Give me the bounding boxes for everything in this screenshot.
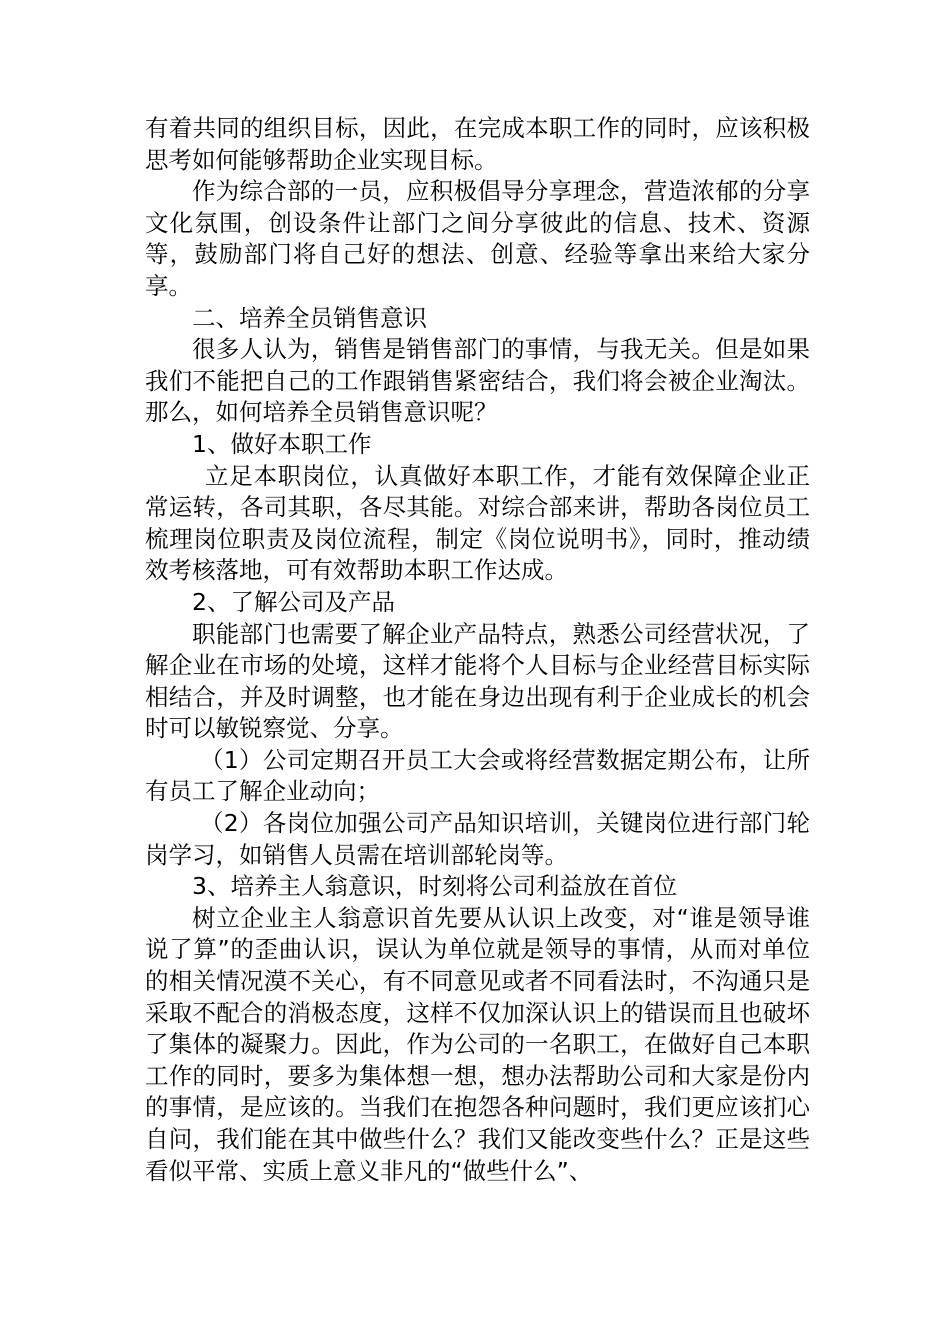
section-heading-2: 二、培养全员销售意识 — [192, 303, 427, 332]
paragraph-sharing: 作为综合部的一员，应积极倡导分享理念，营造浓郁的分享文化氛围，创设条件让部门之间分享彼此的信息、技术、资源等，鼓励部门将自己好的想法、创意、经验等拿出来给大家分享。 — [145, 177, 810, 300]
subheading-1: 1、做好本职工作 — [192, 429, 372, 458]
paragraph-know-company: 职能部门也需要了解企业产品特点，熟悉公司经营状况，了解企业在市场的处境，这样才能将个人目标与企业经营目标实际相结合，并及时调整，也才能在身边出现有利于企业成长的机会时可以敏锐察觉、分享。 — [145, 619, 810, 743]
paragraph-ownership: 树立企业主人翁意识首先要从认识上改变，对“谁是领导谁说了算”的歪曲认识，误认为单位就是领导的事情，从而对单位的相关情况漠不关心，有不同意见或者不同看法时，不沟通只是采取不配合的消极态度，这样不仅加深认识上的错误而且也破坏了集体的凝聚力。因此，作为公司的一名职工，在做好自己本职工作的同时，要多为集体想一想，想办法帮助公司和大家是份内的事情，是应该的。当我们在抱怨各种问题时，我们更应该扪心自问，我们能在其中做些什么？我们又能改变些什么？正是这些看似平常、实质上意义非凡的“做些什么”、 — [145, 903, 810, 1185]
document-body — [145, 113, 810, 1187]
subheading-2: 2、了解公司及产品 — [192, 587, 395, 616]
list-item-2: （2）各岗位加强公司产品知识培训，关键岗位进行部门轮岗学习，如销售人员需在培训部轮岗等。 — [145, 809, 810, 869]
list-item-1: （1）公司定期召开员工大会或将经营数据定期公布，让所有员工了解企业动向； — [145, 745, 810, 806]
paragraph-own-job: 立足本职岗位，认真做好本职工作，才能有效保障企业正常运转，各司其职，各尽其能。对综合部来讲，帮助各岗位员工梳理岗位职责及岗位流程，制定《岗位说明书》，同时，推动绩效考核落地，可有效帮助本职工作达成。 — [145, 461, 810, 585]
paragraph-continuation: 有着共同的组织目标，因此，在完成本职工作的同时，应该积极思考如何能够帮助企业实现目标。 — [145, 114, 810, 174]
subheading-3: 3、培养主人翁意识，时刻将公司利益放在首位 — [192, 872, 677, 901]
paragraph-sales-awareness: 很多人认为，销售是销售部门的事情，与我无关。但是如果我们不能把自己的工作跟销售紧密结合，我们将会被企业淘汰。那么，如何培养全员销售意识呢？ — [145, 335, 810, 427]
